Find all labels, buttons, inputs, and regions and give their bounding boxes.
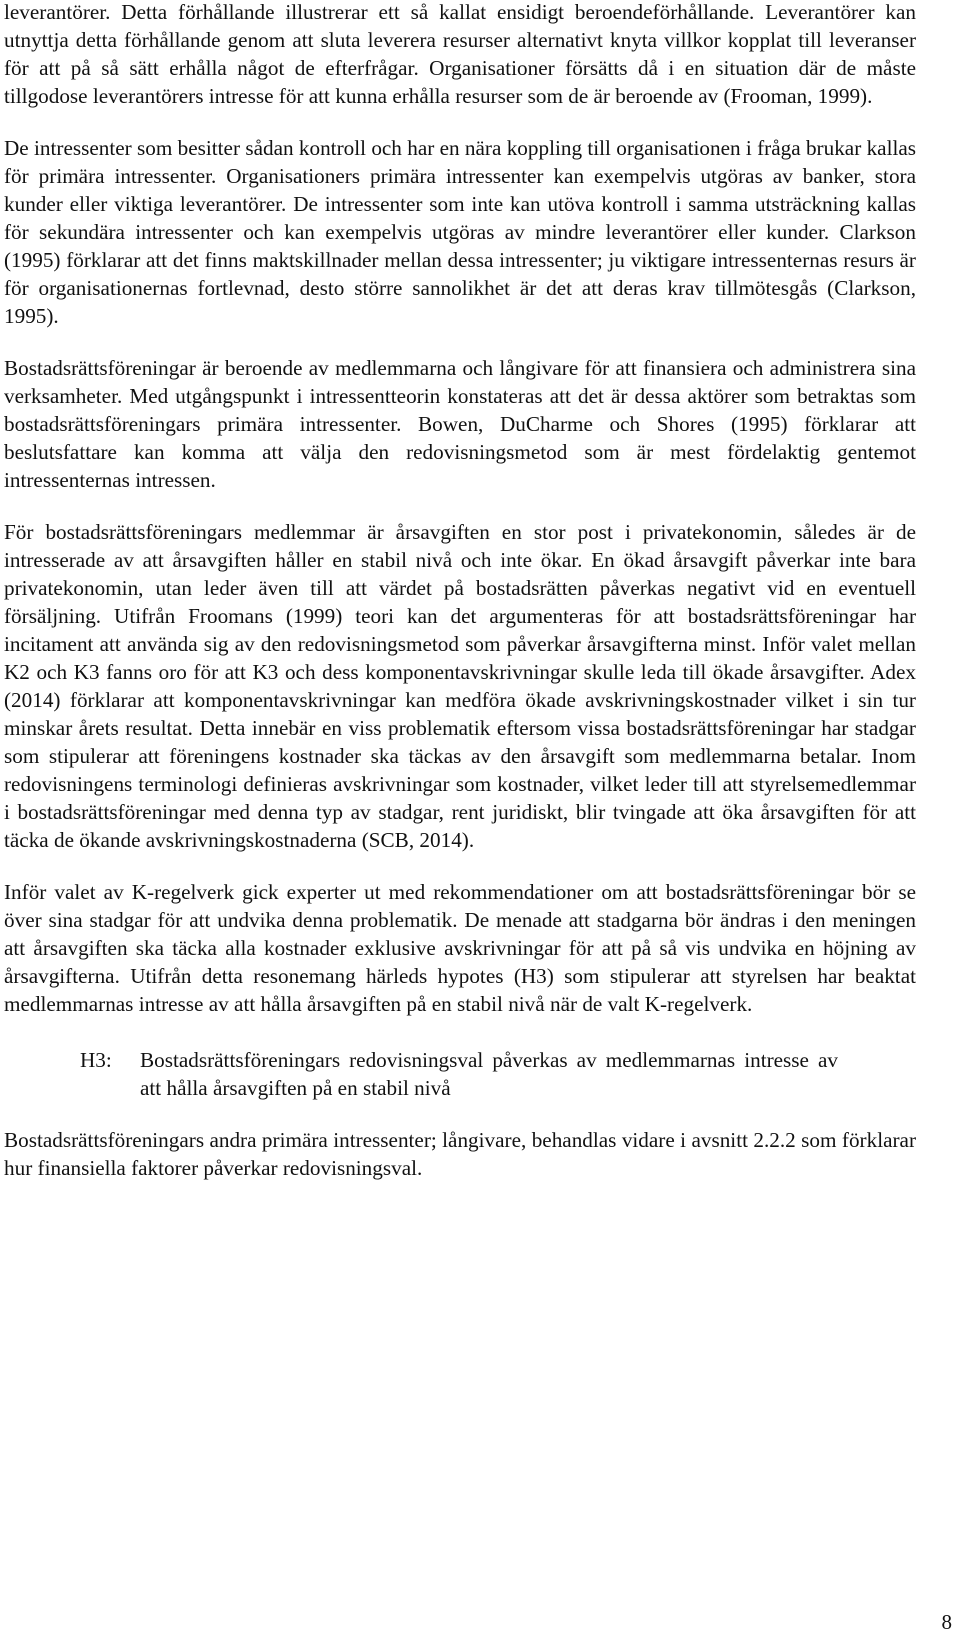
paragraph-gap <box>4 1102 916 1126</box>
paragraph-gap <box>4 1018 916 1042</box>
paragraph-closing: Bostadsrättsföreningars andra primära intressenter; långivare, behandlas vidare i avsnitt 2.2.2 som förklarar hur finansiella faktorer påverkar redovisningsval. <box>4 1128 916 1180</box>
hypothesis-block <box>4 1046 916 1102</box>
paragraph-regulation-choice: Inför valet av K-regelverk gick experter ut med rekommendationer om att bostadsrättsföreningar bör se över sina stadgar för att undvika denna problematik. De menade att stadgarna bör ändras i den meningen att årsavgiften ska täcka alla kostnader exklusive avskrivningar för att på så vis undvika en höjning av årsavgifterna. Utifrån detta resonemang härleds hypotes (H3) som stipulerar att styrelsen har beaktat medlemmarnas intresse av att hålla årsavgiften på en stabil nivå när de valt K-regelverk. <box>4 880 916 1016</box>
paragraph-annual-fee: För bostadsrättsföreningars medlemmar är årsavgiften en stor post i privatekonomin, således är de intresserade av att årsavgiften håller en stabil nivå och inte ökar. En ökad årsavgift påverkar inte bara privatekonomin, utan leder även till att värdet på bostadsrätten påverkas negativt vid en eventuell försäljning. Utifrån Froomans (1999) teori kan det argumenteras för att bostadsrättsföreningar har incitament att använda sig av den redovisningsmetod som påverkar årsavgifterna minst. Inför valet mellan K2 och K3 fanns oro för att K3 och dess komponentavskrivningar skulle leda till ökade årsavgifter. Adex (2014) förklarar att komponentavskrivningar kan medföra ökade avskrivningskostnader vilket i sin tur minskar årets resultat. Detta innebär en viss problematik eftersom vissa bostadsrättsföreningar har stadgar som stipulerar att föreningens kostnader ska täckas av den årsavgift som medlemmarna betalar. Inom redovisningens terminologi definieras avskrivningar som kostnader, vilket leder till att styrelsemedlemmar i bostadsrättsföreningar med denna typ av stadgar, rent juridiskt, blir tvingade att öka årsavgiften för att täcka de ökande avskrivningskostnaderna (SCB, 2014). <box>4 520 916 852</box>
hypothesis-label: H3: <box>80 1048 112 1072</box>
paragraph-primary-stakeholders: De intressenter som besitter sådan kontroll och har en nära koppling till organisationen i fråga brukar kallas för primära intressenter. Organisationers primära intressenter kan exempelvis utgöras av banker, stora kunder eller viktiga leverantörer. De intressenter som inte kan utöva kontroll i samma utsträckning kallas för sekundära intressenter och kan exempelvis utgöras av mindre leverantörer eller kunder. Clarkson (1995) förklarar att det finns maktskillnader mellan dessa intressenter; ju viktigare intressenternas resurs är för organisationernas fortlevnad, desto större sannolikhet är det att deras krav tillmötesgås (Clarkson, 1995). <box>4 136 916 328</box>
paragraph-gap <box>4 854 916 878</box>
paragraph-gap <box>4 330 916 354</box>
paragraph-gap <box>4 494 916 518</box>
paragraph-dependency: leverantörer. Detta förhållande illustrerar ett så kallat ensidigt beroendeförhållande. Leverantörer kan utnyttja detta förhållande genom att sluta leverera resurser alternativt knyta villkor kopplat till leveranser för att på så sätt erhålla något de efterfrågar. Organisationer försätts då i en situation där de måste tillgodose leverantörers intresse för att kunna erhålla resurser som de är beroende av (Frooman, 1999). <box>4 0 916 108</box>
page-number: 8 <box>941 1610 952 1634</box>
paragraph-gap <box>4 110 916 134</box>
hypothesis-text: Bostadsrättsföreningars redovisningsval påverkas av medlemmarnas intresse av att hålla årsavgiften på en stabil nivå <box>140 1048 838 1100</box>
document-page <box>4 0 916 1182</box>
paragraph-housing-cooperatives: Bostadsrättsföreningar är beroende av medlemmarna och långivare för att finansiera och administrera sina verksamheter. Med utgångspunkt i intressentteorin konstateras att det är dessa aktörer som betraktas som bostadsrättsföreningars primära intressenter. Bowen, DuCharme och Shores (1995) förklarar att beslutsfattare kan komma att välja den redovisningsmetod som är mest fördelaktig gentemot intressenternas intressen. <box>4 356 916 492</box>
